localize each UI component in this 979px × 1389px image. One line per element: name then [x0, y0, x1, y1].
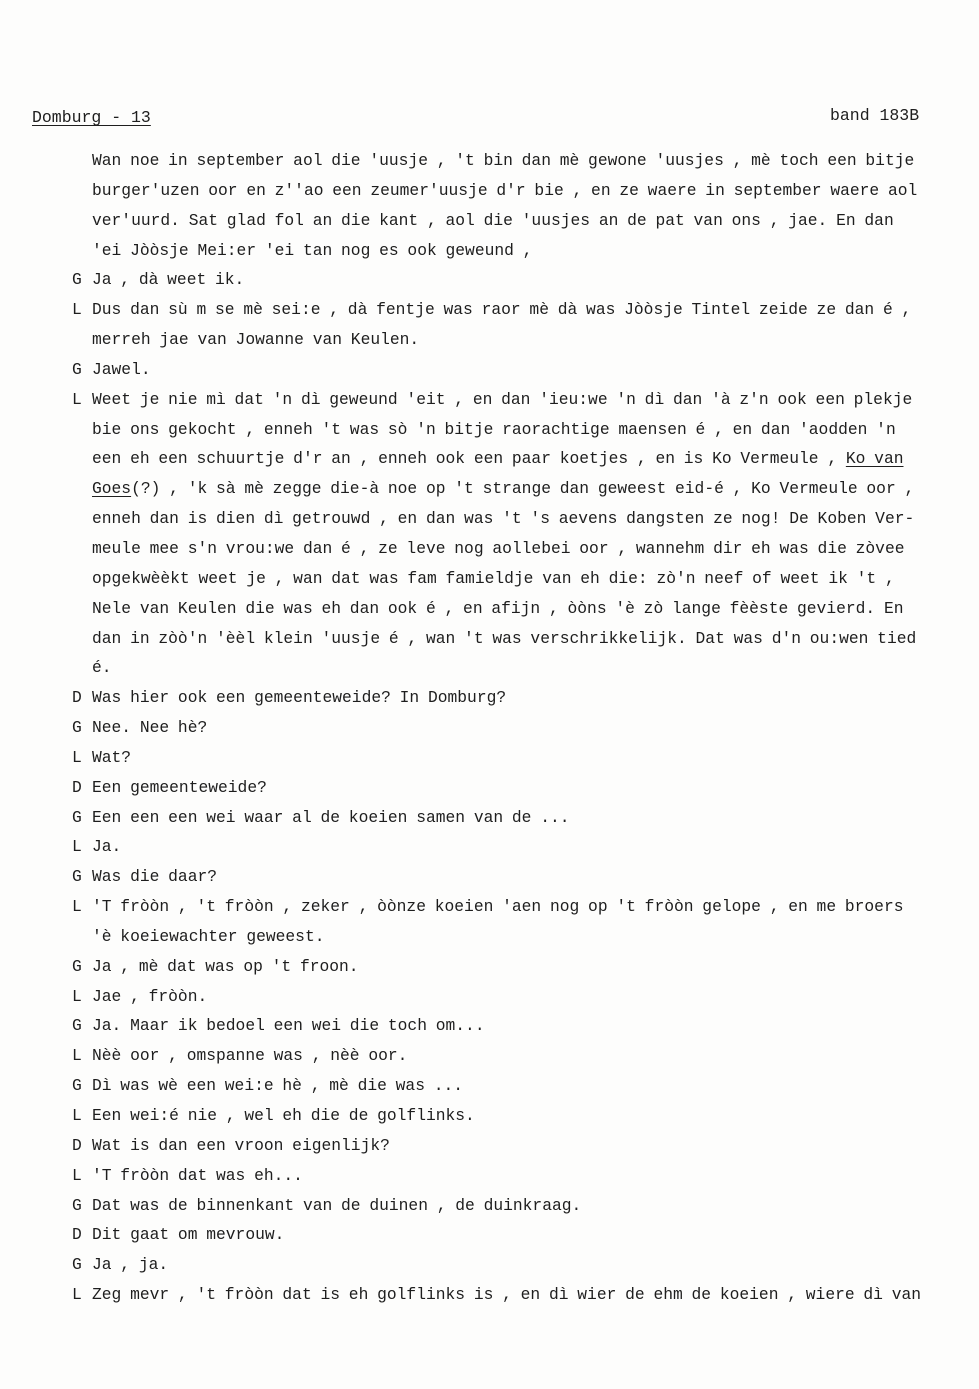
transcript-line: Jawel.	[92, 359, 151, 379]
transcript-body	[72, 146, 964, 1310]
page-header-location: Domburg - 13	[32, 108, 151, 127]
transcript-line: Dì was wè een wei:e hè , mè die was ...	[92, 1076, 464, 1096]
transcript-line: Dus dan sù m se mè sei:e , dà fentje was raor mè dà was Jòòsje Tintel zeide ze dan é ,	[92, 300, 912, 320]
transcript-entry	[72, 982, 964, 1012]
transcript-entry	[72, 952, 964, 982]
transcript-line: Ja.	[92, 837, 122, 857]
transcript-line: enneh dan is dien dì getrouwd , en dan was 't 's aevens dangsten ze nog! De Koben Ver-	[92, 509, 915, 529]
speaker-label: G	[72, 1016, 82, 1036]
transcript-line: Een wei:é nie , wel eh die de golflinks.	[92, 1106, 475, 1125]
transcript-entry	[72, 1280, 964, 1310]
speaker-label: L	[72, 1106, 82, 1125]
transcript-line: é.	[92, 658, 112, 678]
transcript-line: Was hier ook een gemeenteweide? In Domburg?	[92, 688, 507, 708]
transcript-line: ver'uurd. Sat glad fol an die kant , aol die 'uusjes an de pat van ons , jae. En dan	[92, 210, 894, 230]
transcript-line: dan in zòò'n 'èèl klein 'uusje é , wan 't was verschrikkelijk. Dat was d'n ou:wen tied	[92, 628, 917, 648]
transcript-line: burger'uzen oor en z''ao een zeumer'uusje d'r bie , en ze waere in september waere aol	[92, 180, 918, 200]
transcript-entry	[72, 1041, 964, 1071]
transcript-entry	[72, 1220, 964, 1250]
speaker-label: L	[72, 1285, 82, 1305]
transcript-entry	[72, 295, 964, 355]
speaker-label: L	[72, 300, 82, 320]
transcript-line: bie ons gekocht , enneh 't was sò 'n bitje raorachtige maensen é , en dan 'aodden 'n	[92, 419, 896, 439]
speaker-label: G	[72, 718, 82, 738]
transcript-line: Wat?	[92, 747, 132, 767]
transcript-line: een eh een schuurtje d'r an , enneh ook een paar koetjes , en is Ko Vermeule , Ko van	[92, 449, 904, 469]
speaker-label: L	[72, 1046, 82, 1066]
transcript-line: 'ei Jòòsje Mei:er 'ei tan nog es ook geweund ,	[92, 240, 533, 260]
transcript-line: opgekwèèkt weet je , wan dat was fam famieldje van eh die: zò'n neef of weet ik 't ,	[92, 568, 895, 588]
transcript-line: Jae , fròòn.	[92, 986, 208, 1006]
speaker-label: G	[72, 1076, 82, 1096]
transcript-line: Dat was de binnenkant van de duinen , de duinkraag.	[92, 1195, 582, 1215]
transcript-line: 'T fròòn dat was eh...	[92, 1165, 303, 1185]
transcript-line: Was die daar?	[92, 867, 218, 887]
speaker-label: D	[72, 1225, 82, 1245]
transcript-line: Ja , ja.	[92, 1255, 169, 1275]
transcript-entry	[72, 1161, 964, 1191]
speaker-label: D	[72, 688, 82, 708]
transcript-line: Een gemeenteweide?	[92, 777, 267, 797]
transcript-line: Een een een wei waar al de koeien samen van de ...	[92, 807, 570, 827]
transcript-entry	[72, 803, 964, 833]
speaker-label: D	[72, 777, 82, 797]
transcript-entry	[72, 385, 964, 683]
transcript-line: merreh jae van Jowanne van Keulen.	[92, 330, 420, 350]
transcript-entry	[72, 1191, 964, 1221]
transcript-line: Wan noe in september aol die 'uusje , 't bin dan mè gewone 'uusjes , mè toch een bitje	[92, 151, 915, 170]
speaker-label: L	[72, 389, 82, 409]
transcript-line: Weet je nie mì dat 'n dì geweund 'eit , en dan 'ieu:we 'n dì dan 'à z'n ook een plekje	[92, 389, 913, 409]
transcript-entry	[72, 265, 964, 295]
speaker-label: L	[72, 747, 82, 767]
transcript-entry	[72, 355, 964, 385]
transcript-entry	[72, 146, 964, 265]
speaker-label: L	[72, 986, 82, 1006]
transcript-line: Wat is dan een vroon eigenlijk?	[92, 1135, 390, 1155]
speaker-label: G	[72, 956, 82, 976]
speaker-label: G	[72, 807, 82, 827]
transcript-line: 'è koeiewachter geweest.	[92, 926, 325, 946]
transcript-line: Dit gaat om mevrouw.	[92, 1225, 285, 1245]
transcript-line: Ja , mè dat was op 't froon.	[92, 956, 359, 976]
transcript-entry	[72, 713, 964, 743]
transcript-line: 'T fròòn , 't fròòn , zeker , òònze koeien 'aen nog op 't fròòn gelope , en me broers	[92, 897, 904, 917]
transcript-entry	[72, 773, 964, 803]
page-header-tape-number: band 183B	[830, 106, 920, 125]
transcript-entry	[72, 743, 964, 773]
transcript-entry	[72, 1131, 964, 1161]
transcript-entry	[72, 683, 964, 713]
speaker-label: D	[72, 1135, 82, 1155]
speaker-label: G	[72, 867, 82, 887]
transcript-line: meule mee s'n vrou:we dan é , ze leve nog aollebei oor , wannehm dir eh was die zòvee	[92, 538, 905, 558]
transcript-entry	[72, 862, 964, 892]
transcript-entry	[72, 1250, 964, 1280]
speaker-label: G	[72, 1195, 82, 1215]
transcript-entry	[72, 892, 964, 952]
transcript-entry	[72, 1071, 964, 1101]
speaker-label: G	[72, 359, 82, 379]
transcript-entry	[72, 832, 964, 862]
transcript-line: Ja. Maar ik bedoel een wei die toch om...	[92, 1016, 485, 1036]
speaker-label: G	[72, 1255, 82, 1275]
transcript-line: Ja , dà weet ik.	[92, 270, 245, 290]
speaker-label: G	[72, 270, 82, 290]
speaker-label: L	[72, 1165, 82, 1185]
speaker-label: L	[72, 897, 82, 917]
speaker-label: L	[72, 837, 82, 857]
transcript-entry	[72, 1011, 964, 1041]
transcript-line: Nèè oor , omspanne was , nèè oor.	[92, 1046, 408, 1066]
transcript-line: Zeg mevr , 't fròòn dat is eh golflinks is , en dì wier de ehm de koeien , wiere dì van	[92, 1285, 922, 1305]
transcript-line: Goes(?) , 'k sà mè zegge die-à noe op 't strange dan geweest eid-é , Ko Vermeule oor ,	[92, 479, 915, 499]
transcript-line: Nee. Nee hè?	[92, 718, 208, 738]
transcript-entry	[72, 1101, 964, 1131]
transcript-line: Nele van Keulen die was eh dan ook é , en afijn , òòns 'è zò lange fèèste gevierd. En	[92, 598, 904, 618]
